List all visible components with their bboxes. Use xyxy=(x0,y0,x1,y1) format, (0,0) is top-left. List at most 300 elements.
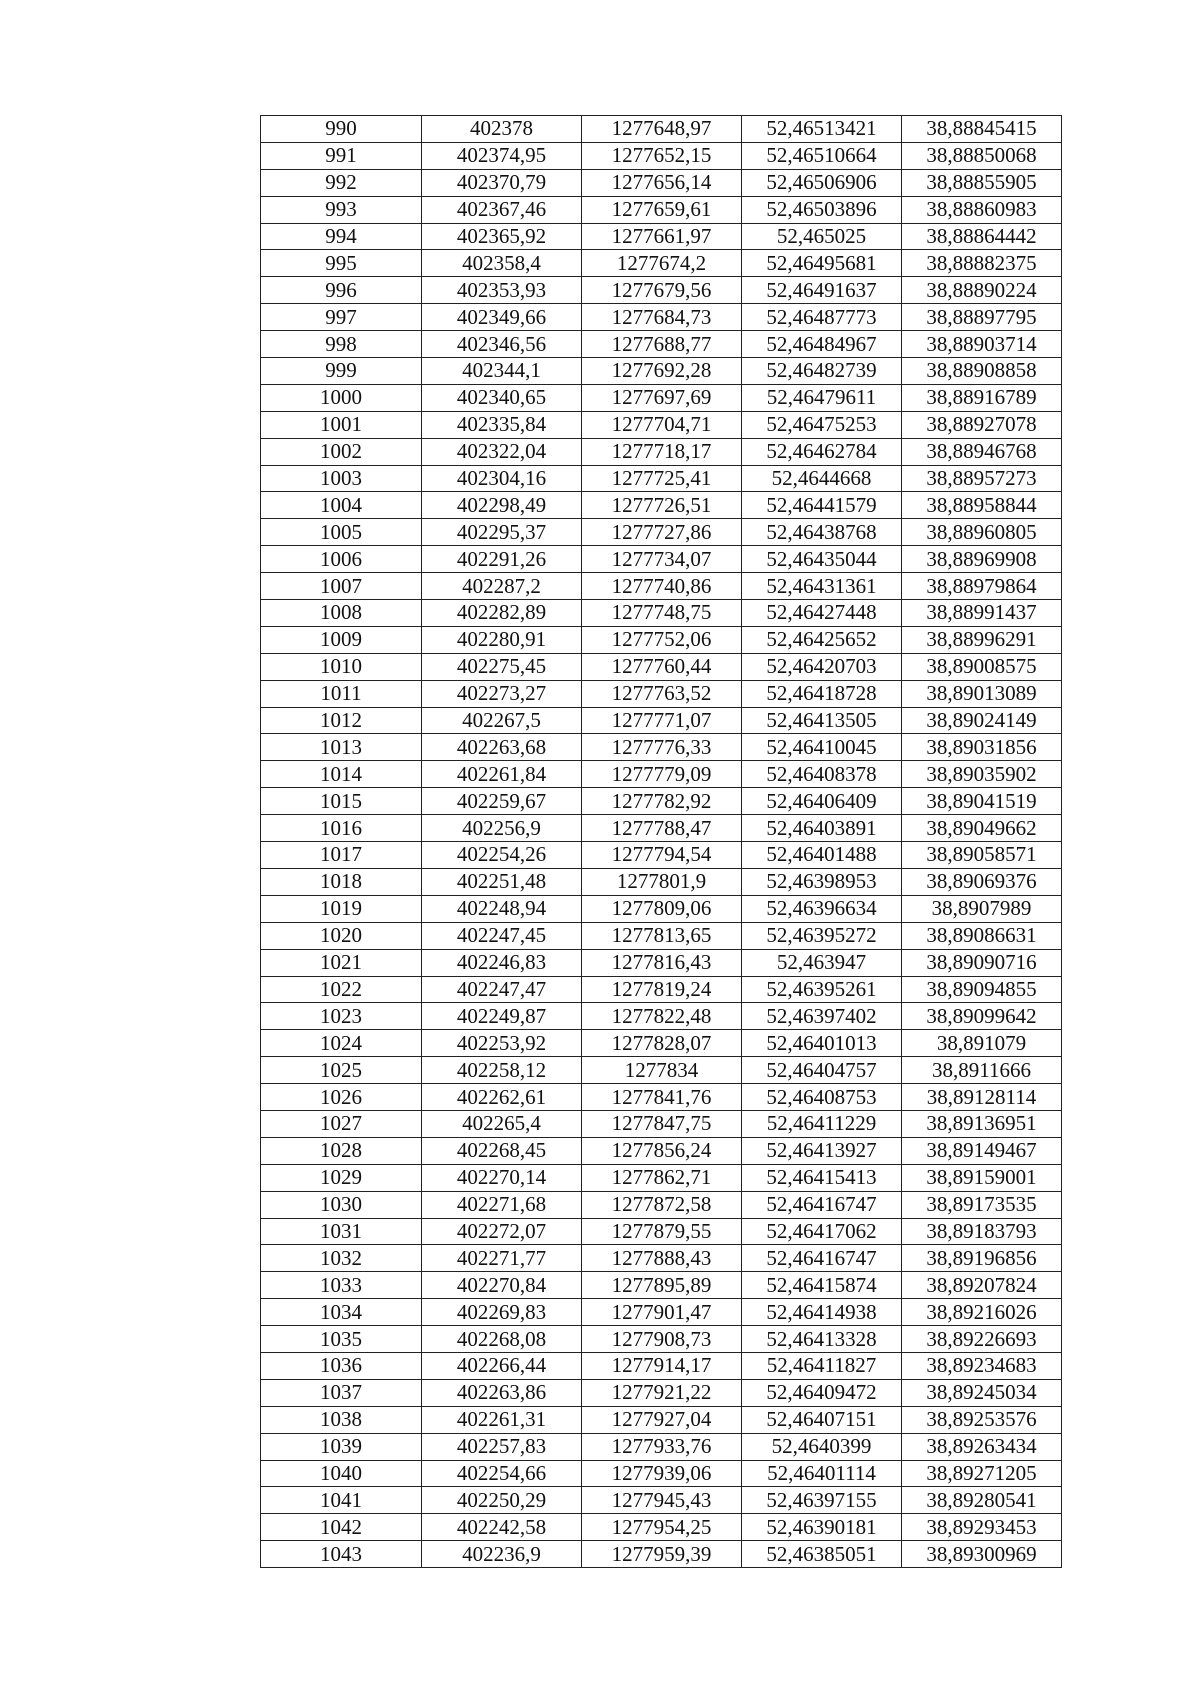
longitude-cell: 38,88996291 xyxy=(902,626,1062,653)
longitude-cell: 38,89094855 xyxy=(902,976,1062,1003)
table-row xyxy=(261,1272,1062,1299)
y-coordinate-cell: 1277914,17 xyxy=(582,1352,742,1379)
longitude-cell: 38,88969908 xyxy=(902,546,1062,573)
latitude-cell: 52,46411229 xyxy=(742,1110,902,1137)
table-row xyxy=(261,250,1062,277)
latitude-cell: 52,46475253 xyxy=(742,411,902,438)
x-coordinate-cell: 402349,66 xyxy=(422,304,582,331)
y-coordinate-cell: 1277692,28 xyxy=(582,358,742,385)
y-coordinate-cell: 1277794,54 xyxy=(582,842,742,869)
point-number-cell: 998 xyxy=(261,331,422,358)
latitude-cell: 52,46408753 xyxy=(742,1084,902,1111)
point-number-cell: 1016 xyxy=(261,815,422,842)
x-coordinate-cell: 402261,84 xyxy=(422,761,582,788)
latitude-cell: 52,46409472 xyxy=(742,1379,902,1406)
x-coordinate-cell: 402247,47 xyxy=(422,976,582,1003)
latitude-cell: 52,46495681 xyxy=(742,250,902,277)
longitude-cell: 38,89253576 xyxy=(902,1406,1062,1433)
latitude-cell: 52,46413505 xyxy=(742,707,902,734)
latitude-cell: 52,46395261 xyxy=(742,976,902,1003)
table-row xyxy=(261,1299,1062,1326)
longitude-cell: 38,89183793 xyxy=(902,1218,1062,1245)
latitude-cell: 52,46420703 xyxy=(742,653,902,680)
latitude-cell: 52,46427448 xyxy=(742,600,902,627)
y-coordinate-cell: 1277652,15 xyxy=(582,142,742,169)
table-row xyxy=(261,1137,1062,1164)
table-row xyxy=(261,142,1062,169)
y-coordinate-cell: 1277828,07 xyxy=(582,1030,742,1057)
table-row xyxy=(261,438,1062,465)
longitude-cell: 38,89058571 xyxy=(902,842,1062,869)
table-row xyxy=(261,734,1062,761)
point-number-cell: 1004 xyxy=(261,492,422,519)
y-coordinate-cell: 1277809,06 xyxy=(582,895,742,922)
table-row xyxy=(261,116,1062,143)
x-coordinate-cell: 402257,83 xyxy=(422,1433,582,1460)
y-coordinate-cell: 1277959,39 xyxy=(582,1541,742,1568)
point-number-cell: 1033 xyxy=(261,1272,422,1299)
latitude-cell: 52,46395272 xyxy=(742,922,902,949)
point-number-cell: 1009 xyxy=(261,626,422,653)
longitude-cell: 38,88897795 xyxy=(902,304,1062,331)
table-row xyxy=(261,1514,1062,1541)
longitude-cell: 38,89159001 xyxy=(902,1164,1062,1191)
table-row xyxy=(261,1003,1062,1030)
longitude-cell: 38,89173535 xyxy=(902,1191,1062,1218)
x-coordinate-cell: 402268,45 xyxy=(422,1137,582,1164)
table-row xyxy=(261,1218,1062,1245)
latitude-cell: 52,46425652 xyxy=(742,626,902,653)
longitude-cell: 38,89149467 xyxy=(902,1137,1062,1164)
x-coordinate-cell: 402266,44 xyxy=(422,1352,582,1379)
table-row xyxy=(261,492,1062,519)
latitude-cell: 52,46503896 xyxy=(742,196,902,223)
y-coordinate-cell: 1277748,75 xyxy=(582,600,742,627)
table-row xyxy=(261,788,1062,815)
y-coordinate-cell: 1277933,76 xyxy=(582,1433,742,1460)
x-coordinate-cell: 402248,94 xyxy=(422,895,582,922)
table-row xyxy=(261,868,1062,895)
point-number-cell: 1005 xyxy=(261,519,422,546)
point-number-cell: 1017 xyxy=(261,842,422,869)
latitude-cell: 52,46406409 xyxy=(742,788,902,815)
latitude-cell: 52,46398953 xyxy=(742,868,902,895)
point-number-cell: 990 xyxy=(261,116,422,143)
x-coordinate-cell: 402259,67 xyxy=(422,788,582,815)
table-row xyxy=(261,1406,1062,1433)
longitude-cell: 38,88908858 xyxy=(902,358,1062,385)
table-row xyxy=(261,1057,1062,1084)
table-row xyxy=(261,519,1062,546)
y-coordinate-cell: 1277779,09 xyxy=(582,761,742,788)
longitude-cell: 38,88957273 xyxy=(902,465,1062,492)
latitude-cell: 52,46401488 xyxy=(742,842,902,869)
latitude-cell: 52,465025 xyxy=(742,223,902,250)
table-body xyxy=(261,116,1062,1568)
y-coordinate-cell: 1277760,44 xyxy=(582,653,742,680)
point-number-cell: 1032 xyxy=(261,1245,422,1272)
longitude-cell: 38,88916789 xyxy=(902,384,1062,411)
y-coordinate-cell: 1277788,47 xyxy=(582,815,742,842)
x-coordinate-cell: 402258,12 xyxy=(422,1057,582,1084)
table-row xyxy=(261,465,1062,492)
y-coordinate-cell: 1277718,17 xyxy=(582,438,742,465)
latitude-cell: 52,46482739 xyxy=(742,358,902,385)
point-number-cell: 1025 xyxy=(261,1057,422,1084)
table-row xyxy=(261,1245,1062,1272)
latitude-cell: 52,46397402 xyxy=(742,1003,902,1030)
point-number-cell: 1040 xyxy=(261,1460,422,1487)
y-coordinate-cell: 1277901,47 xyxy=(582,1299,742,1326)
y-coordinate-cell: 1277727,86 xyxy=(582,519,742,546)
point-number-cell: 1008 xyxy=(261,600,422,627)
latitude-cell: 52,46513421 xyxy=(742,116,902,143)
longitude-cell: 38,88845415 xyxy=(902,116,1062,143)
latitude-cell: 52,463947 xyxy=(742,949,902,976)
y-coordinate-cell: 1277895,89 xyxy=(582,1272,742,1299)
point-number-cell: 1022 xyxy=(261,976,422,1003)
table-row xyxy=(261,707,1062,734)
x-coordinate-cell: 402298,49 xyxy=(422,492,582,519)
x-coordinate-cell: 402265,4 xyxy=(422,1110,582,1137)
y-coordinate-cell: 1277648,97 xyxy=(582,116,742,143)
longitude-cell: 38,88882375 xyxy=(902,250,1062,277)
point-number-cell: 1003 xyxy=(261,465,422,492)
longitude-cell: 38,89041519 xyxy=(902,788,1062,815)
point-number-cell: 1030 xyxy=(261,1191,422,1218)
point-number-cell: 995 xyxy=(261,250,422,277)
point-number-cell: 1007 xyxy=(261,573,422,600)
table-row xyxy=(261,304,1062,331)
x-coordinate-cell: 402250,29 xyxy=(422,1487,582,1514)
y-coordinate-cell: 1277888,43 xyxy=(582,1245,742,1272)
longitude-cell: 38,89128114 xyxy=(902,1084,1062,1111)
point-number-cell: 1011 xyxy=(261,680,422,707)
x-coordinate-cell: 402256,9 xyxy=(422,815,582,842)
point-number-cell: 1000 xyxy=(261,384,422,411)
x-coordinate-cell: 402273,27 xyxy=(422,680,582,707)
point-number-cell: 1001 xyxy=(261,411,422,438)
table-row xyxy=(261,1191,1062,1218)
y-coordinate-cell: 1277819,24 xyxy=(582,976,742,1003)
longitude-cell: 38,88890224 xyxy=(902,277,1062,304)
point-number-cell: 1013 xyxy=(261,734,422,761)
x-coordinate-cell: 402271,68 xyxy=(422,1191,582,1218)
y-coordinate-cell: 1277872,58 xyxy=(582,1191,742,1218)
y-coordinate-cell: 1277656,14 xyxy=(582,169,742,196)
latitude-cell: 52,46411827 xyxy=(742,1352,902,1379)
x-coordinate-cell: 402262,61 xyxy=(422,1084,582,1111)
point-number-cell: 1002 xyxy=(261,438,422,465)
latitude-cell: 52,46416747 xyxy=(742,1191,902,1218)
point-number-cell: 1021 xyxy=(261,949,422,976)
latitude-cell: 52,46415874 xyxy=(742,1272,902,1299)
latitude-cell: 52,46510664 xyxy=(742,142,902,169)
point-number-cell: 1023 xyxy=(261,1003,422,1030)
y-coordinate-cell: 1277879,55 xyxy=(582,1218,742,1245)
latitude-cell: 52,46397155 xyxy=(742,1487,902,1514)
x-coordinate-cell: 402263,86 xyxy=(422,1379,582,1406)
table-row xyxy=(261,1164,1062,1191)
x-coordinate-cell: 402280,91 xyxy=(422,626,582,653)
latitude-cell: 52,46415413 xyxy=(742,1164,902,1191)
latitude-cell: 52,46417062 xyxy=(742,1218,902,1245)
latitude-cell: 52,46408378 xyxy=(742,761,902,788)
longitude-cell: 38,89136951 xyxy=(902,1110,1062,1137)
table-row xyxy=(261,949,1062,976)
table-row xyxy=(261,761,1062,788)
longitude-cell: 38,88979864 xyxy=(902,573,1062,600)
point-number-cell: 1035 xyxy=(261,1326,422,1353)
table-row xyxy=(261,842,1062,869)
table-row xyxy=(261,1460,1062,1487)
y-coordinate-cell: 1277684,73 xyxy=(582,304,742,331)
longitude-cell: 38,89280541 xyxy=(902,1487,1062,1514)
table-row xyxy=(261,600,1062,627)
point-number-cell: 1012 xyxy=(261,707,422,734)
x-coordinate-cell: 402268,08 xyxy=(422,1326,582,1353)
x-coordinate-cell: 402335,84 xyxy=(422,411,582,438)
y-coordinate-cell: 1277816,43 xyxy=(582,949,742,976)
latitude-cell: 52,46462784 xyxy=(742,438,902,465)
point-number-cell: 1038 xyxy=(261,1406,422,1433)
point-number-cell: 1043 xyxy=(261,1541,422,1568)
table-row xyxy=(261,1030,1062,1057)
latitude-cell: 52,46441579 xyxy=(742,492,902,519)
longitude-cell: 38,89207824 xyxy=(902,1272,1062,1299)
point-number-cell: 1010 xyxy=(261,653,422,680)
latitude-cell: 52,46479611 xyxy=(742,384,902,411)
longitude-cell: 38,89263434 xyxy=(902,1433,1062,1460)
x-coordinate-cell: 402344,1 xyxy=(422,358,582,385)
longitude-cell: 38,88960805 xyxy=(902,519,1062,546)
longitude-cell: 38,89090716 xyxy=(902,949,1062,976)
y-coordinate-cell: 1277725,41 xyxy=(582,465,742,492)
table-row xyxy=(261,895,1062,922)
point-number-cell: 997 xyxy=(261,304,422,331)
point-number-cell: 1020 xyxy=(261,922,422,949)
point-number-cell: 1024 xyxy=(261,1030,422,1057)
latitude-cell: 52,46431361 xyxy=(742,573,902,600)
longitude-cell: 38,88991437 xyxy=(902,600,1062,627)
point-number-cell: 1039 xyxy=(261,1433,422,1460)
point-number-cell: 999 xyxy=(261,358,422,385)
y-coordinate-cell: 1277771,07 xyxy=(582,707,742,734)
x-coordinate-cell: 402322,04 xyxy=(422,438,582,465)
x-coordinate-cell: 402261,31 xyxy=(422,1406,582,1433)
x-coordinate-cell: 402271,77 xyxy=(422,1245,582,1272)
point-number-cell: 1031 xyxy=(261,1218,422,1245)
point-number-cell: 1042 xyxy=(261,1514,422,1541)
x-coordinate-cell: 402246,83 xyxy=(422,949,582,976)
x-coordinate-cell: 402236,9 xyxy=(422,1541,582,1568)
latitude-cell: 52,46396634 xyxy=(742,895,902,922)
table-row xyxy=(261,277,1062,304)
longitude-cell: 38,89300969 xyxy=(902,1541,1062,1568)
point-number-cell: 994 xyxy=(261,223,422,250)
point-number-cell: 1036 xyxy=(261,1352,422,1379)
longitude-cell: 38,89049662 xyxy=(902,815,1062,842)
y-coordinate-cell: 1277734,07 xyxy=(582,546,742,573)
x-coordinate-cell: 402253,92 xyxy=(422,1030,582,1057)
table-row xyxy=(261,573,1062,600)
longitude-cell: 38,89271205 xyxy=(902,1460,1062,1487)
y-coordinate-cell: 1277834 xyxy=(582,1057,742,1084)
longitude-cell: 38,88860983 xyxy=(902,196,1062,223)
longitude-cell: 38,89245034 xyxy=(902,1379,1062,1406)
coordinates-table xyxy=(260,115,1062,1568)
point-number-cell: 1041 xyxy=(261,1487,422,1514)
latitude-cell: 52,46407151 xyxy=(742,1406,902,1433)
x-coordinate-cell: 402247,45 xyxy=(422,922,582,949)
y-coordinate-cell: 1277921,22 xyxy=(582,1379,742,1406)
latitude-cell: 52,46487773 xyxy=(742,304,902,331)
longitude-cell: 38,89008575 xyxy=(902,653,1062,680)
table-row xyxy=(261,196,1062,223)
point-number-cell: 1014 xyxy=(261,761,422,788)
longitude-cell: 38,88855905 xyxy=(902,169,1062,196)
point-number-cell: 1034 xyxy=(261,1299,422,1326)
x-coordinate-cell: 402304,16 xyxy=(422,465,582,492)
y-coordinate-cell: 1277726,51 xyxy=(582,492,742,519)
longitude-cell: 38,89031856 xyxy=(902,734,1062,761)
y-coordinate-cell: 1277927,04 xyxy=(582,1406,742,1433)
y-coordinate-cell: 1277776,33 xyxy=(582,734,742,761)
y-coordinate-cell: 1277674,2 xyxy=(582,250,742,277)
table-row xyxy=(261,1541,1062,1568)
table-row xyxy=(261,331,1062,358)
longitude-cell: 38,88946768 xyxy=(902,438,1062,465)
latitude-cell: 52,46418728 xyxy=(742,680,902,707)
latitude-cell: 52,4644668 xyxy=(742,465,902,492)
x-coordinate-cell: 402270,14 xyxy=(422,1164,582,1191)
y-coordinate-cell: 1277954,25 xyxy=(582,1514,742,1541)
table-row xyxy=(261,223,1062,250)
y-coordinate-cell: 1277939,06 xyxy=(582,1460,742,1487)
x-coordinate-cell: 402295,37 xyxy=(422,519,582,546)
longitude-cell: 38,89293453 xyxy=(902,1514,1062,1541)
x-coordinate-cell: 402249,87 xyxy=(422,1003,582,1030)
longitude-cell: 38,89196856 xyxy=(902,1245,1062,1272)
longitude-cell: 38,88864442 xyxy=(902,223,1062,250)
x-coordinate-cell: 402346,56 xyxy=(422,331,582,358)
table-row xyxy=(261,384,1062,411)
x-coordinate-cell: 402251,48 xyxy=(422,868,582,895)
table-row xyxy=(261,1084,1062,1111)
point-number-cell: 1027 xyxy=(261,1110,422,1137)
y-coordinate-cell: 1277752,06 xyxy=(582,626,742,653)
latitude-cell: 52,46484967 xyxy=(742,331,902,358)
y-coordinate-cell: 1277659,61 xyxy=(582,196,742,223)
point-number-cell: 1037 xyxy=(261,1379,422,1406)
longitude-cell: 38,89226693 xyxy=(902,1326,1062,1353)
point-number-cell: 1026 xyxy=(261,1084,422,1111)
table-row xyxy=(261,358,1062,385)
x-coordinate-cell: 402340,65 xyxy=(422,384,582,411)
longitude-cell: 38,89099642 xyxy=(902,1003,1062,1030)
x-coordinate-cell: 402269,83 xyxy=(422,1299,582,1326)
longitude-cell: 38,891079 xyxy=(902,1030,1062,1057)
latitude-cell: 52,46491637 xyxy=(742,277,902,304)
longitude-cell: 38,8911666 xyxy=(902,1057,1062,1084)
table-row xyxy=(261,1110,1062,1137)
x-coordinate-cell: 402353,93 xyxy=(422,277,582,304)
table-row xyxy=(261,976,1062,1003)
x-coordinate-cell: 402287,2 xyxy=(422,573,582,600)
table-row xyxy=(261,1379,1062,1406)
latitude-cell: 52,46438768 xyxy=(742,519,902,546)
longitude-cell: 38,89234683 xyxy=(902,1352,1062,1379)
point-number-cell: 1028 xyxy=(261,1137,422,1164)
latitude-cell: 52,46506906 xyxy=(742,169,902,196)
point-number-cell: 991 xyxy=(261,142,422,169)
point-number-cell: 1006 xyxy=(261,546,422,573)
longitude-cell: 38,88958844 xyxy=(902,492,1062,519)
x-coordinate-cell: 402242,58 xyxy=(422,1514,582,1541)
table-row xyxy=(261,546,1062,573)
y-coordinate-cell: 1277945,43 xyxy=(582,1487,742,1514)
y-coordinate-cell: 1277856,24 xyxy=(582,1137,742,1164)
table-row xyxy=(261,1487,1062,1514)
longitude-cell: 38,89069376 xyxy=(902,868,1062,895)
y-coordinate-cell: 1277813,65 xyxy=(582,922,742,949)
point-number-cell: 1015 xyxy=(261,788,422,815)
latitude-cell: 52,46404757 xyxy=(742,1057,902,1084)
y-coordinate-cell: 1277679,56 xyxy=(582,277,742,304)
latitude-cell: 52,46390181 xyxy=(742,1514,902,1541)
x-coordinate-cell: 402291,26 xyxy=(422,546,582,573)
y-coordinate-cell: 1277763,52 xyxy=(582,680,742,707)
y-coordinate-cell: 1277688,77 xyxy=(582,331,742,358)
table-row xyxy=(261,815,1062,842)
x-coordinate-cell: 402254,26 xyxy=(422,842,582,869)
x-coordinate-cell: 402275,45 xyxy=(422,653,582,680)
table-row xyxy=(261,411,1062,438)
x-coordinate-cell: 402358,4 xyxy=(422,250,582,277)
x-coordinate-cell: 402378 xyxy=(422,116,582,143)
y-coordinate-cell: 1277847,75 xyxy=(582,1110,742,1137)
latitude-cell: 52,46435044 xyxy=(742,546,902,573)
latitude-cell: 52,46413927 xyxy=(742,1137,902,1164)
x-coordinate-cell: 402254,66 xyxy=(422,1460,582,1487)
latitude-cell: 52,46414938 xyxy=(742,1299,902,1326)
y-coordinate-cell: 1277908,73 xyxy=(582,1326,742,1353)
y-coordinate-cell: 1277704,71 xyxy=(582,411,742,438)
longitude-cell: 38,88850068 xyxy=(902,142,1062,169)
point-number-cell: 996 xyxy=(261,277,422,304)
table-row xyxy=(261,169,1062,196)
longitude-cell: 38,89035902 xyxy=(902,761,1062,788)
y-coordinate-cell: 1277801,9 xyxy=(582,868,742,895)
x-coordinate-cell: 402270,84 xyxy=(422,1272,582,1299)
latitude-cell: 52,46410045 xyxy=(742,734,902,761)
longitude-cell: 38,8907989 xyxy=(902,895,1062,922)
y-coordinate-cell: 1277740,86 xyxy=(582,573,742,600)
y-coordinate-cell: 1277841,76 xyxy=(582,1084,742,1111)
latitude-cell: 52,46413328 xyxy=(742,1326,902,1353)
longitude-cell: 38,89024149 xyxy=(902,707,1062,734)
point-number-cell: 1029 xyxy=(261,1164,422,1191)
point-number-cell: 1019 xyxy=(261,895,422,922)
y-coordinate-cell: 1277862,71 xyxy=(582,1164,742,1191)
point-number-cell: 1018 xyxy=(261,868,422,895)
table-row xyxy=(261,1433,1062,1460)
x-coordinate-cell: 402365,92 xyxy=(422,223,582,250)
latitude-cell: 52,4640399 xyxy=(742,1433,902,1460)
longitude-cell: 38,89216026 xyxy=(902,1299,1062,1326)
y-coordinate-cell: 1277822,48 xyxy=(582,1003,742,1030)
y-coordinate-cell: 1277782,92 xyxy=(582,788,742,815)
